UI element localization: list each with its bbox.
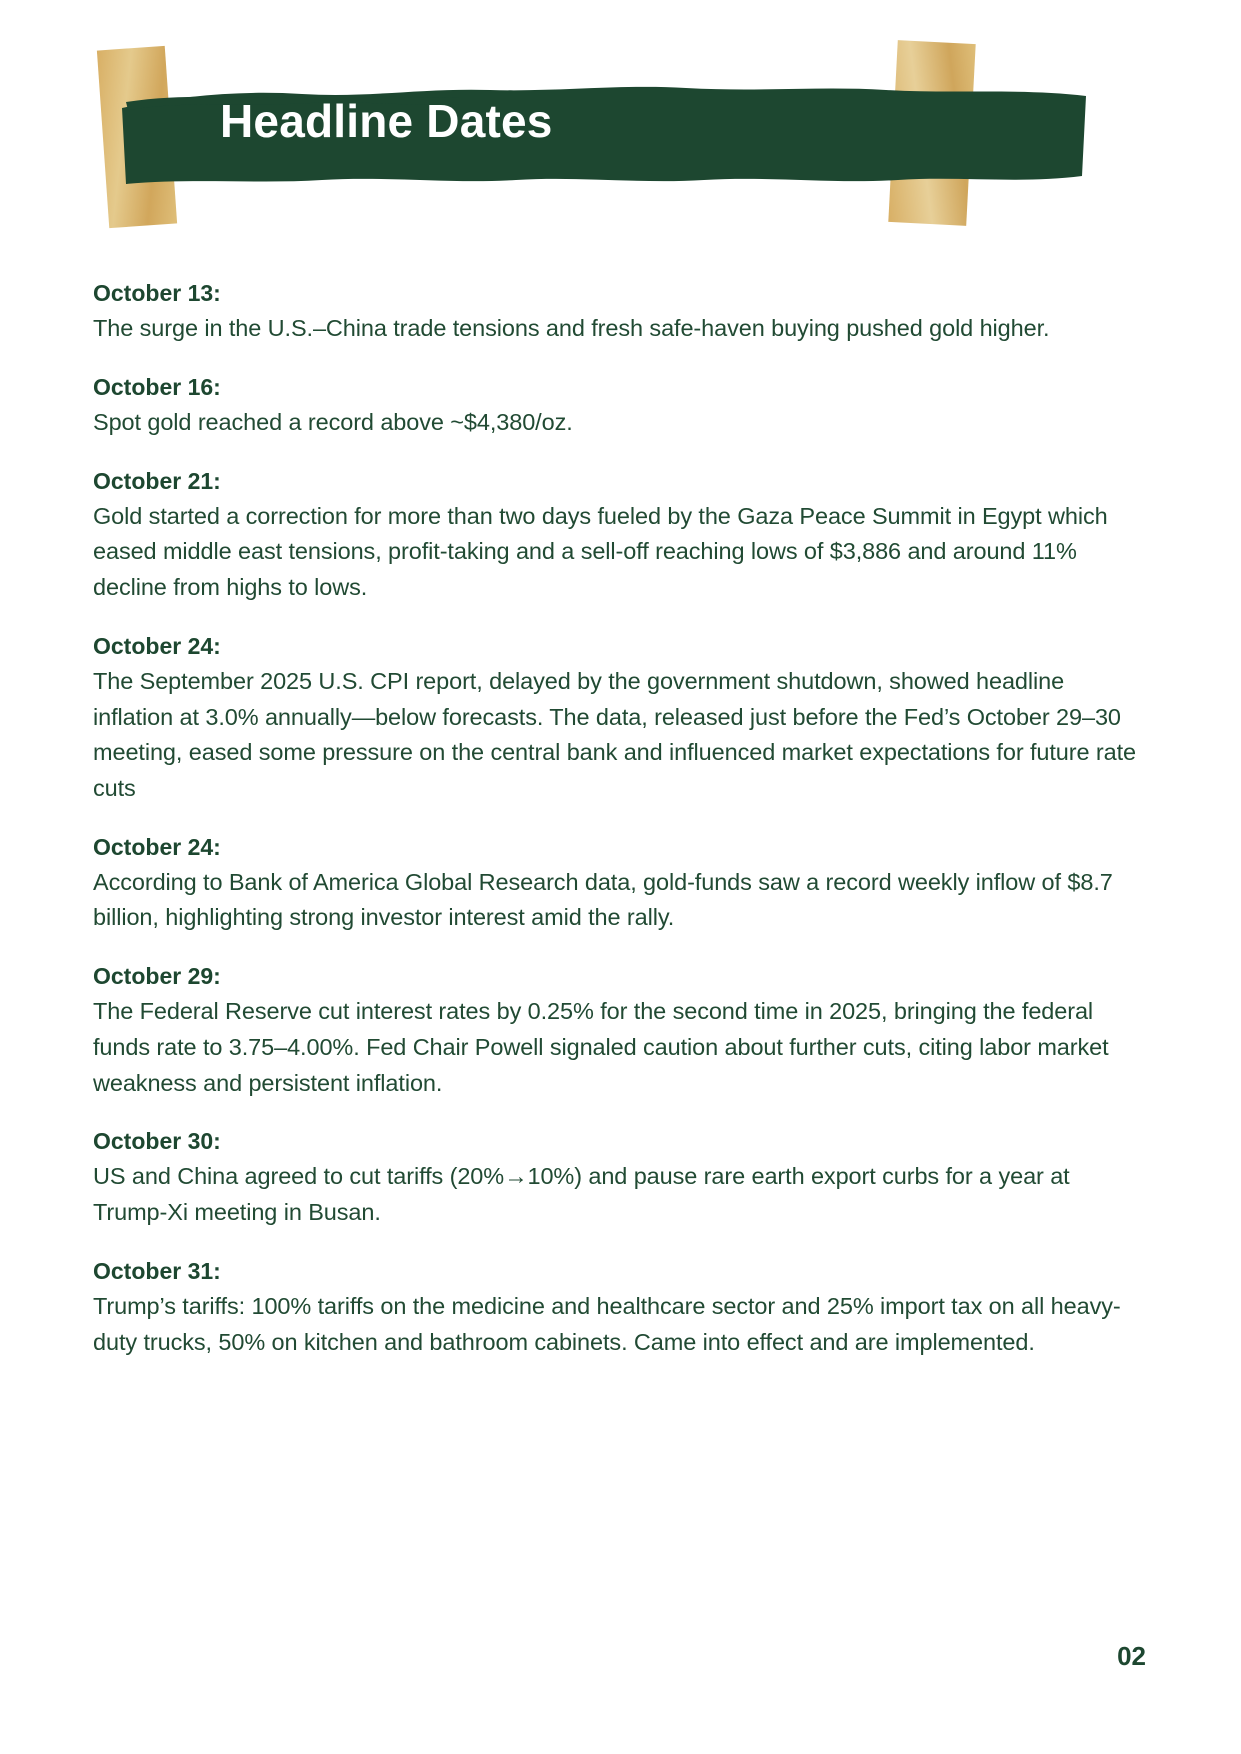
list-item xyxy=(93,832,1148,936)
header-banner xyxy=(0,40,1241,235)
entry-text: The September 2025 U.S. CPI report, delayed by the government shutdown, showed headline inflation at 3.0% annually—below forecasts. The data, released just before the Fed’s October 29–30 meeting, eased some pressure on the central bank and influenced market expectations for future rate cuts xyxy=(93,667,1136,801)
entry-text: Gold started a correction for more than two days fueled by the Gaza Peace Summit in Egypt which eased middle east tensions, profit-taking and a sell-off reaching lows of $3,886 and around 11% decline from highs to lows. xyxy=(93,502,1108,601)
entry-text: Trump’s tariffs: 100% tariffs on the medicine and healthcare sector and 25% import tax on all heavy-duty trucks, 50% on kitchen and bathroom cabinets. Came into effect and are implemented. xyxy=(93,1292,1121,1355)
entry-date: October 16: xyxy=(93,373,221,400)
entry-text: US and China agreed to cut tariffs (20%→10%) and pause rare earth export curbs for a year at Trump-Xi meeting in Busan. xyxy=(93,1163,1070,1226)
entry-text: The Federal Reserve cut interest rates by 0.25% for the second time in 2025, bringing the federal funds rate to 3.75–4.00%. Fed Chair Powell signaled caution about further cuts, citing labor market weakness and persistent inflation. xyxy=(93,998,1109,1096)
entry-date: October 31: xyxy=(93,1257,221,1284)
list-item xyxy=(93,1126,1148,1230)
list-item xyxy=(93,1256,1148,1360)
entry-date: October 24: xyxy=(93,833,221,860)
entry-date: October 24: xyxy=(93,632,221,659)
entry-text: Spot gold reached a record above ~$4,380/oz. xyxy=(93,408,573,435)
headline-dates-list xyxy=(93,278,1148,1360)
entry-text: The surge in the U.S.–China trade tensions and fresh safe-haven buying pushed gold higher. xyxy=(93,315,1050,342)
entry-text: According to Bank of America Global Research data, gold-funds saw a record weekly inflow of $8.7 billion, highlighting strong investor interest amid the rally. xyxy=(93,868,1113,931)
page-number: 02 xyxy=(1117,1641,1146,1671)
entry-date: October 29: xyxy=(93,963,221,990)
entry-date: October 21: xyxy=(93,467,221,494)
page-title: Headline Dates xyxy=(220,95,553,147)
list-item xyxy=(93,278,1148,347)
list-item xyxy=(93,961,1148,1101)
list-item xyxy=(93,631,1148,807)
entry-date: October 13: xyxy=(93,280,221,306)
list-item xyxy=(93,466,1148,606)
entry-date: October 30: xyxy=(93,1128,221,1155)
list-item xyxy=(93,372,1148,441)
